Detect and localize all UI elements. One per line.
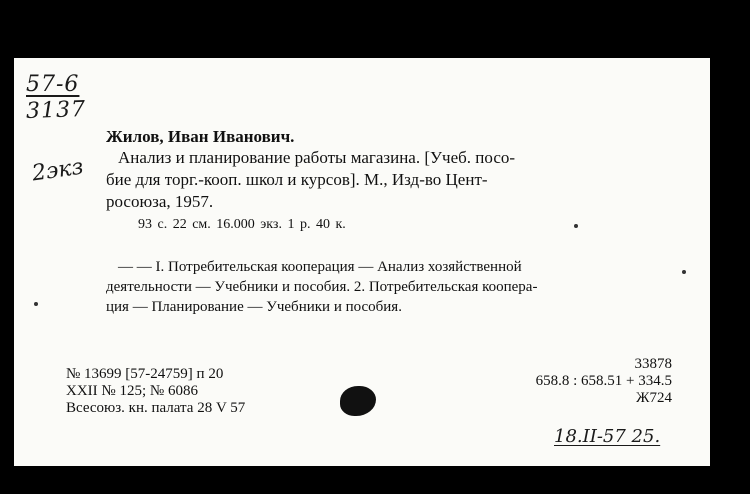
shelf-mark-bottom: 3137 <box>25 96 87 125</box>
title-line-2: бие для торг.-кооп. школ и курсов]. М., Изд-во Цент- <box>106 170 488 189</box>
author-heading: Жилов, Иван Иванович. <box>106 127 295 146</box>
author-mark: Ж724 <box>636 390 672 406</box>
title-line-3: росоюза, 1957. <box>106 192 214 211</box>
ink-speck <box>574 224 578 228</box>
book-chamber-stamp: Всесоюз. кн. палата 28 V 57 <box>66 400 246 416</box>
shelf-mark-top: 57-6 <box>26 72 80 97</box>
title-line-1: Анализ и планирование работы магазина. [Учеб. посо- <box>118 148 516 167</box>
collation-line: 93 с. 22 см. 16.000 экз. 1 р. 40 к. <box>138 217 346 232</box>
subject-line-1: — — I. Потребительская кооперация — Анализ хозяйственной <box>118 259 522 275</box>
classification-code: 658.8 : 658.51 + 334.5 <box>535 373 672 389</box>
subject-line-3: ция — Планирование — Учебники и пособия. <box>106 299 402 315</box>
handwritten-date: 18.II-57 25. <box>554 426 661 447</box>
ink-speck <box>34 302 38 306</box>
registry-number: № 13699 [57-24759] п 20 <box>66 366 224 382</box>
copies-note: 2экз <box>30 154 85 187</box>
registry-series: XXII № 125; № 6086 <box>66 383 198 399</box>
ink-speck <box>682 270 686 274</box>
accession-number: 33878 <box>634 356 672 372</box>
catalog-card <box>14 58 710 466</box>
subject-line-2: деятельности — Учебники и пособия. 2. Потребительская коопера- <box>106 279 538 295</box>
ink-blot <box>340 386 376 416</box>
